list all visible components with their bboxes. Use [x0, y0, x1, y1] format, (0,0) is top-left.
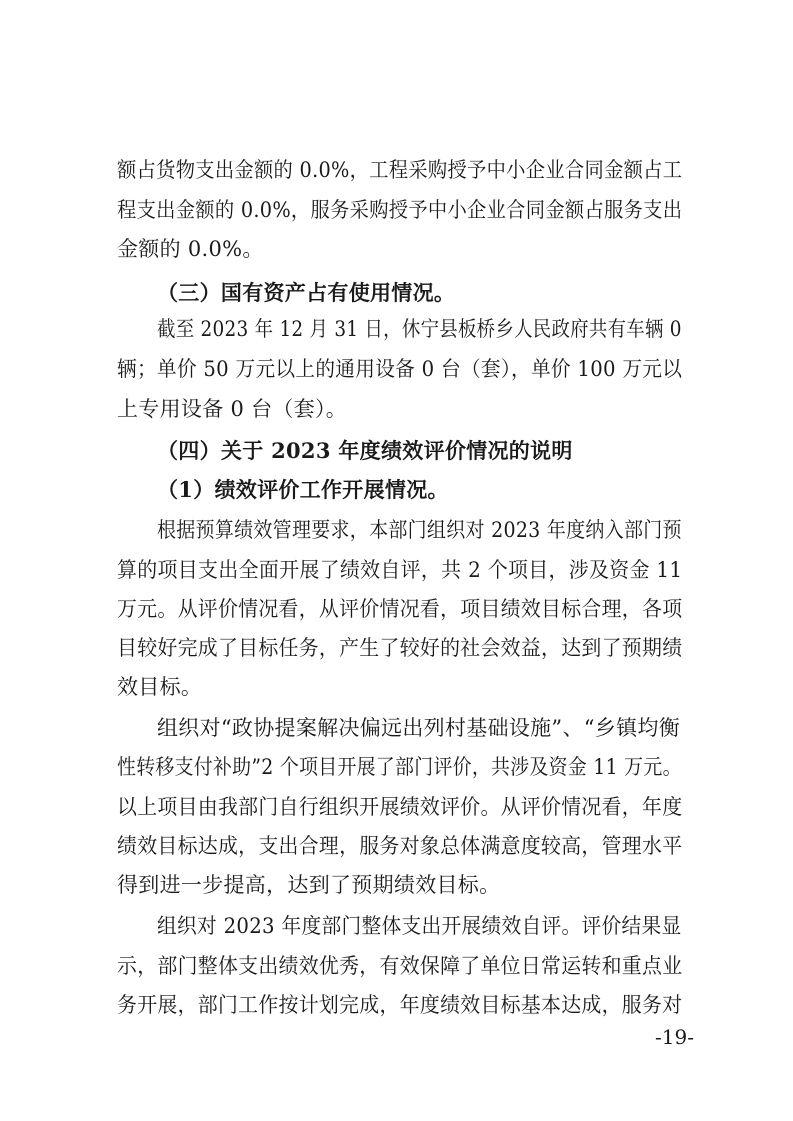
body-text-line: 截至 2023 年 12 月 31 日，休宁县板桥乡人民政府共有车辆 0: [157, 317, 682, 341]
body-text-line: 效目标。: [117, 675, 203, 699]
body-text-line: 务开展，部门工作按计划完成，年度绩效目标基本达成，服务对: [117, 993, 683, 1017]
body-text-line: 程支出金额的 0.0%，服务采购授予中小企业合同金额占服务支出: [117, 198, 683, 222]
body-text-line: 示，部门整体支出绩效优秀，有效保障了单位日常运转和重点业: [117, 954, 683, 978]
page-number: -19-: [655, 1025, 694, 1049]
body-text-line: 根据预算绩效管理要求，本部门组织对 2023 年度纳入部门预: [157, 518, 682, 542]
section-heading: （四）关于 2023 年度绩效评价情况的说明: [157, 438, 573, 463]
body-text-line: 算的项目支出全面开展了绩效自评，共 2 个项目，涉及资金 11: [117, 558, 683, 582]
section-heading: （三）国有资产占有使用情况。: [157, 280, 456, 305]
body-text-line: 得到进一步提高，达到了预期绩效目标。: [117, 873, 501, 897]
body-text-line: 绩效目标达成，支出合理，服务对象总体满意度较高，管理水平: [117, 834, 683, 858]
body-text-line: 额占货物支出金额的 0.0%，工程采购授予中小企业合同金额占工: [117, 158, 683, 182]
body-text-line: 辆；单价 50 万元以上的通用设备 0 台（套），单价 100 万元以: [117, 357, 683, 381]
body-text-line: 金额的 0.0%。: [117, 237, 264, 261]
body-text-line: 以上项目由我部门自行组织开展绩效评价。从评价情况看，年度: [117, 795, 683, 819]
body-text-line: 性转移支付补助”2 个项目开展了部门评价，共涉及资金 11 万元。: [117, 755, 682, 779]
body-text-line: 组织对“政协提案解决偏远出列村基础设施”、“乡镇均衡: [157, 716, 681, 740]
body-text-line: 目较好完成了目标任务，产生了较好的社会效益，达到了预期绩: [117, 636, 683, 660]
body-text-line: 万元。从评价情况看，从评价情况看，项目绩效目标合理，各项: [117, 597, 683, 621]
body-text-line: 上专用设备 0 台（套）。: [117, 397, 348, 421]
subsection-heading: （1）绩效评价工作开展情况。: [157, 477, 449, 502]
body-text-line: 组织对 2023 年度部门整体支出开展绩效自评。评价结果显: [157, 914, 682, 938]
